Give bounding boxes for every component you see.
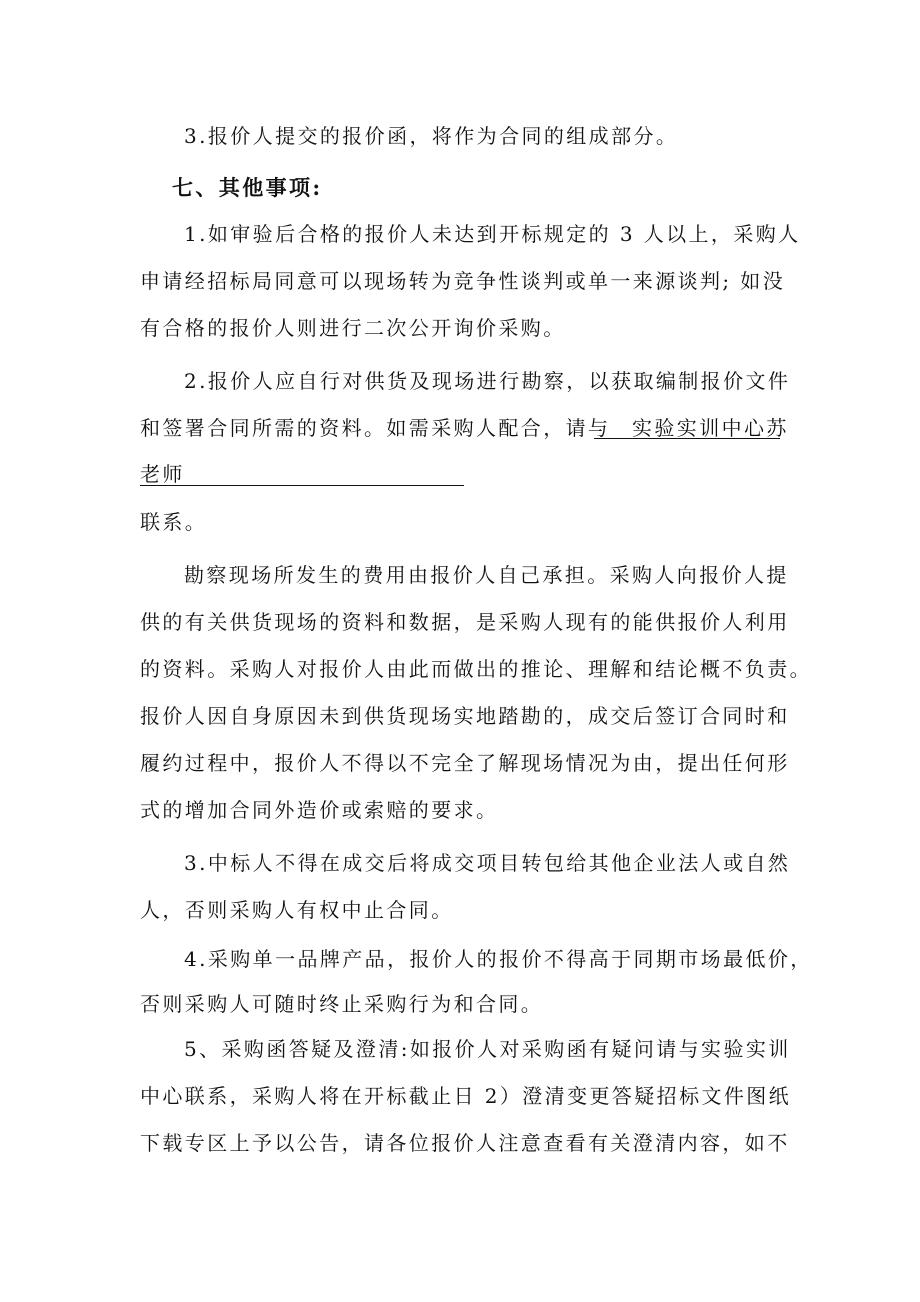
- contact-name-part1: 实验实训中心苏: [632, 416, 789, 440]
- item3-line2: 人，否则采购人有权中止合同。: [140, 898, 454, 922]
- survey-line3: 的资料。采购人对报价人由此而做出的推论、理解和结论概不负责。: [140, 657, 812, 681]
- item3-line1: 3.中标人不得在成交后将成交项目转包给其他企业法人或自然: [184, 851, 791, 875]
- contact-underline-2: [140, 485, 464, 486]
- survey-line4: 报价人因自身原因未到供货现场实地踏勘的，成交后签订合同时和: [140, 704, 790, 728]
- item4-line1: 4.采购单一品牌产品，报价人的报价不得高于同期市场最低价，: [184, 947, 813, 971]
- item5-line1: 5、采购函答疑及澄清:如报价人对采购函有疑问请与实验实训: [184, 1037, 791, 1061]
- section-heading-other-matters: 七、其他事项:: [172, 175, 323, 200]
- item2-line2-prefix: 和签署合同所需的资料。如需采购人配合，请与: [140, 416, 611, 440]
- survey-line6: 式的增加合同外造价或索赔的要求。: [140, 798, 499, 822]
- paragraph-contract-composition: 3.报价人提交的报价函，将作为合同的组成部分。: [184, 124, 679, 148]
- item2-line1: 2.报价人应自行对供货及现场进行勘察，以获取编制报价文件: [184, 369, 791, 393]
- item5-line2: 中心联系，采购人将在开标截止日 2）澄清变更答疑招标文件图纸: [140, 1084, 792, 1108]
- item1-line2: 申请经招标局同意可以现场转为竞争性谈判或单一来源谈判; 如没: [140, 269, 786, 293]
- survey-line2: 供的有关供货现场的资料和数据，是采购人现有的能供报价人利用: [140, 610, 790, 634]
- item2-line4: 联系。: [140, 510, 208, 534]
- survey-line1: 勘察现场所发生的费用由报价人自己承担。采购人向报价人提: [184, 563, 789, 587]
- item4-line2: 否则采购人可随时终止采购行为和合同。: [140, 992, 544, 1016]
- item2-line2: [140, 414, 610, 442]
- item1-line3: 有合格的报价人则进行二次公开询价采购。: [140, 316, 566, 340]
- item5-line3: 下载专区上予以公告，请各位报价人注意查看有关澄清内容，如不: [140, 1131, 790, 1155]
- survey-line5: 履约过程中，报价人不得以不完全了解现场情况为由，提出任何形: [140, 751, 790, 775]
- item1-line1: 1.如审验后合格的报价人未达到开标规定的 3 人以上，采购人: [184, 222, 801, 246]
- contact-name-part2: 老师: [140, 462, 185, 486]
